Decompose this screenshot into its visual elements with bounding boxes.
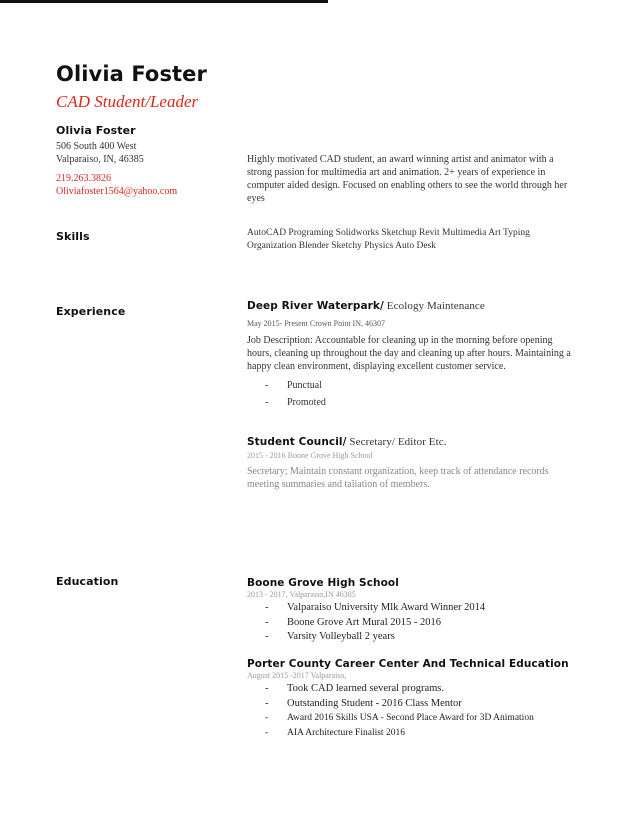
- job-org: Student Council/: [247, 436, 347, 448]
- skills-list: [247, 227, 577, 253]
- school-bullets: [247, 601, 577, 645]
- resume-name: Olivia Foster: [56, 62, 207, 86]
- list-item: - Promoted: [265, 397, 326, 408]
- job-student-council: [247, 436, 577, 491]
- list-item: - Award 2016 Skills USA - Second Place Award for 3D Animation: [265, 713, 534, 723]
- school-dates: August 2015 -2017 Valparaiso,: [247, 671, 347, 680]
- contact-address: [56, 140, 144, 166]
- list-item: - Boone Grove Art Mural 2015 - 2016: [265, 616, 441, 628]
- job-title: Secretary/ Editor Etc.: [346, 436, 447, 448]
- job-org: Deep River Waterpark/: [247, 300, 384, 312]
- school-dates: 2013 - 2017, Valparaiso,IN 46385: [247, 590, 356, 599]
- job-description: Job Description: Accountable for cleaning up in the morning before opening hours, cleaning up throughout the day and cleaning up after hours. Maintaining a happy clean environment, displaying excellent customer service.: [247, 335, 571, 372]
- job-title-line: [247, 300, 577, 312]
- job-description: Secretary; Maintain constant organization, keep track of attendance records meeting summaries and taliation of members.: [247, 466, 549, 490]
- school-bullets: [247, 682, 577, 740]
- contact-links: [56, 172, 177, 198]
- list-item: - AIA Architecture Finalist 2016: [265, 727, 405, 738]
- contact-name: Olivia Foster: [56, 124, 136, 137]
- school-porter-county: [247, 658, 577, 740]
- list-item: - Took CAD learned several programs.: [265, 683, 445, 694]
- job-title-line: [247, 436, 577, 448]
- contact-email[interactable]: Oliviafoster1564@yahoo.com: [56, 186, 178, 197]
- job-bullets: [247, 377, 577, 411]
- list-item: - Varsity Volleyball 2 years: [265, 631, 395, 642]
- job-dates: 2015 - 2016 Boone Grove High School: [247, 451, 373, 460]
- list-item: - Valparaiso University Mlk Award Winner 2014: [265, 602, 486, 613]
- top-rule: [0, 0, 328, 3]
- skills-line-2: Organization Blender Sketchy Physics Auto Desk: [247, 241, 437, 251]
- list-item: - Outstanding Student - 2016 Class Mentor: [265, 697, 462, 709]
- skills-line-1: AutoCAD Programing Solidworks Sketchup Revit Multimedia Art Typing: [247, 228, 530, 238]
- contact-phone[interactable]: 219.263.3826: [56, 173, 111, 184]
- job-dates: May 2015- Present Crown Point IN, 46307: [247, 319, 385, 328]
- address-line-1: 506 South 400 West: [56, 141, 137, 152]
- school-name: Boone Grove High School: [247, 577, 399, 589]
- summary-text: Highly motivated CAD student, an award winning artist and animator with a strong passion for multimedia art and animation. 2+ years of experience in computer aided design. Focused on enabling others to see the world through her eyes: [247, 154, 568, 204]
- school-name: Porter County Career Center And Technical Education: [247, 658, 569, 670]
- education-heading: Education: [56, 575, 119, 588]
- address-line-2: Valparaiso, IN, 46385: [56, 154, 144, 165]
- experience-heading: Experience: [56, 305, 126, 318]
- job-title: Ecology Maintenance: [383, 300, 485, 312]
- job-deep-river: [247, 300, 577, 411]
- school-boone-grove: [247, 577, 577, 645]
- resume-role: CAD Student/Leader: [56, 92, 199, 111]
- list-item: - Punctual: [265, 380, 322, 391]
- skills-heading: Skills: [56, 230, 90, 243]
